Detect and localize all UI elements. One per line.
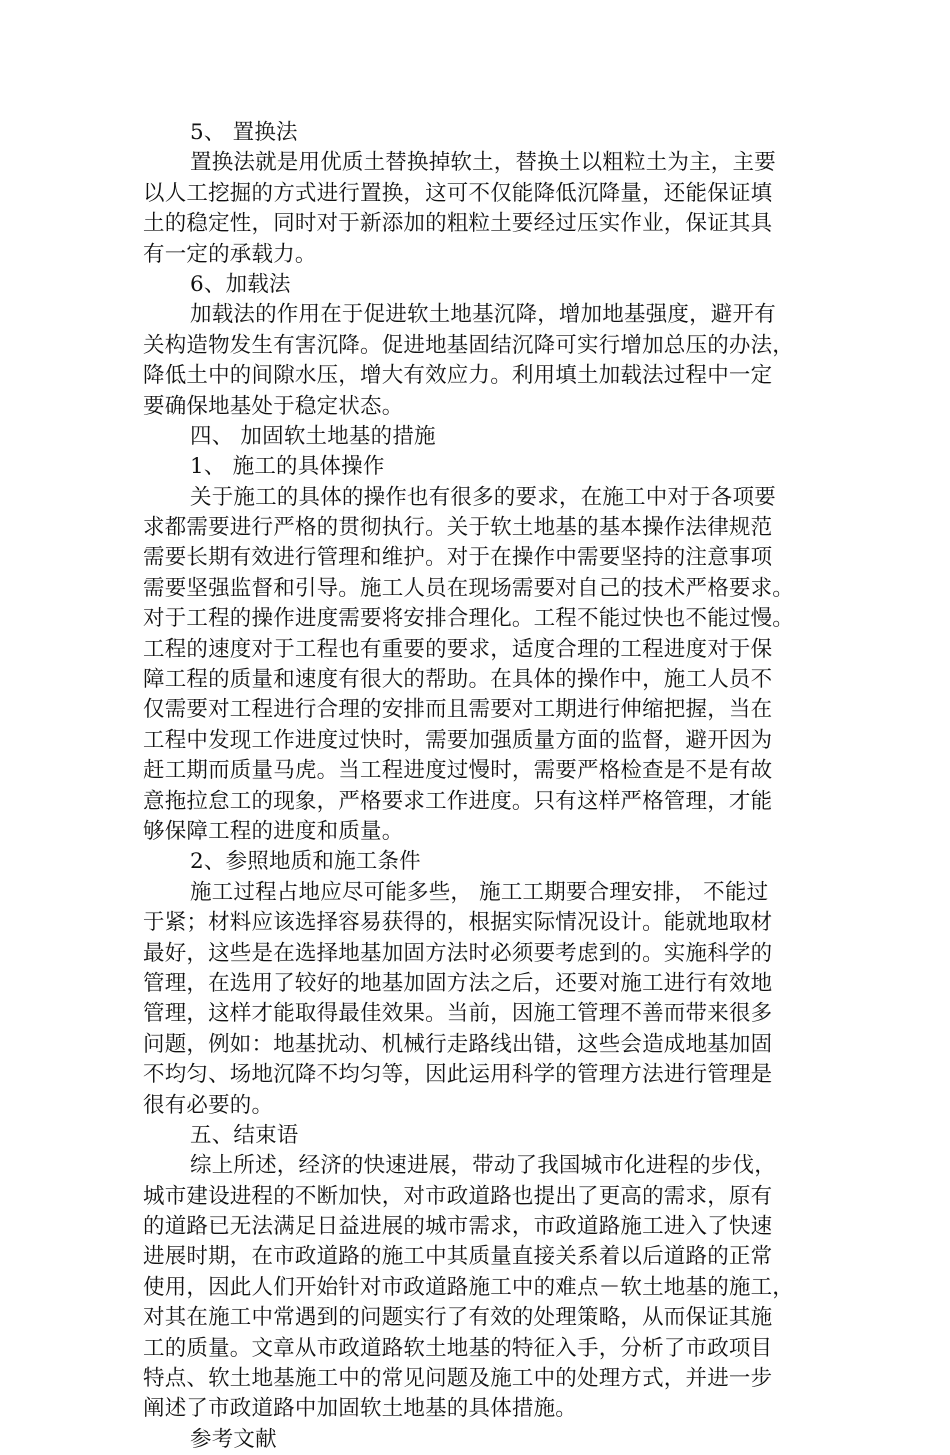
paragraph-start-line: 置换法就是用优质土替换掉软土，替换土以粗粒土为主，主要	[190, 150, 776, 176]
paragraph-start-line: 综上所述，经济的快速进展，带动了我国城市化进程的步伐，	[190, 1153, 776, 1179]
paragraph-line: 以人工挖掘的方式进行置换，这可不仅能降低沉降量，还能保证填	[143, 180, 773, 206]
paragraph-start-line: 关于施工的具体的操作也有很多的要求，在施工中对于各项要	[190, 484, 776, 510]
paragraph-start-line: 四、 加固软土地基的措施	[190, 423, 436, 449]
paragraph-line: 管理，在选用了较好的地基加固方法之后，还要对施工进行有效地	[143, 970, 773, 996]
paragraph-line: 问题，例如：地基扰动、机械行走路线出错，这些会造成地基加固	[143, 1031, 773, 1057]
paragraph-start-line: 2、参照地质和施工条件	[190, 849, 421, 875]
paragraph-line: 工的质量。文章从市政道路软土地基的特征入手，分析了市政项目	[143, 1335, 773, 1361]
paragraph-line: 仅需要对工程进行合理的安排而且需要对工期进行伸缩把握，当在	[143, 697, 773, 723]
paragraph-line: 工程中发现工作进度过快时，需要加强质量方面的监督，避开因为	[143, 727, 773, 753]
paragraph-line: 求都需要进行严格的贯彻执行。关于软土地基的基本操作法律规范	[143, 515, 773, 541]
paragraph-start-line: 加载法的作用在于促进软土地基沉降，增加地基强度，避开有	[190, 302, 776, 328]
paragraph-line: 需要坚强监督和引导。施工人员在现场需要对自己的技术严格要求。	[143, 575, 795, 601]
paragraph-line: 要确保地基处于稳定状态。	[143, 393, 404, 419]
paragraph-line: 工程的速度对于工程也有重要的要求，适度合理的工程进度对于保	[143, 636, 773, 662]
document-page	[143, 118, 813, 1455]
paragraph-line: 土的稳定性，同时对于新添加的粗粒土要经过压实作业，保证其具	[143, 211, 773, 237]
paragraph-line: 需要长期有效进行管理和维护。对于在操作中需要坚持的注意事项	[143, 545, 773, 571]
paragraph-line: 有一定的承载力。	[143, 241, 317, 267]
paragraph-line: 降低土中的间隙水压，增大有效应力。利用填土加载法过程中一定	[143, 363, 773, 389]
paragraph-line: 障工程的质量和速度有很大的帮助。在具体的操作中，施工人员不	[143, 667, 773, 693]
paragraph-start-line: 施工过程占地应尽可能多些， 施工工期要合理安排， 不能过	[190, 879, 769, 905]
paragraph-line: 城市建设进程的不断加快，对市政道路也提出了更高的需求，原有	[143, 1183, 773, 1209]
paragraph-line: 特点、软土地基施工中的常见问题及施工中的处理方式，并进一步	[143, 1366, 773, 1392]
paragraph-start-line: 6、加载法	[190, 271, 291, 297]
paragraph-line: 进展时期，在市政道路的施工中其质量直接关系着以后道路的正常	[143, 1244, 773, 1270]
paragraph-start-line: 参考文献	[190, 1426, 277, 1452]
paragraph-line: 使用，因此人们开始针对市政道路施工中的难点－软土地基的施工，	[143, 1274, 795, 1300]
paragraph-line: 不均匀、场地沉降不均匀等，因此运用科学的管理方法进行管理是	[143, 1062, 773, 1088]
paragraph-line: 于紧；材料应该选择容易获得的，根据实际情况设计。能就地取材	[143, 910, 773, 936]
paragraph-line: 关构造物发生有害沉降。促进地基固结沉降可实行增加总压的办法，	[143, 332, 795, 358]
paragraph-line: 赶工期而质量马虎。当工程进度过慢时，需要严格检查是不是有故	[143, 758, 773, 784]
paragraph-line: 够保障工程的进度和质量。	[143, 818, 404, 844]
paragraph-line: 的道路已无法满足日益进展的城市需求，市政道路施工进入了快速	[143, 1214, 773, 1240]
paragraph-line: 最好，这些是在选择地基加固方法时必须要考虑到的。实施科学的	[143, 940, 773, 966]
paragraph-start-line: 1、 施工的具体操作	[190, 454, 385, 480]
paragraph-line: 对其在施工中常遇到的问题实行了有效的处理策略，从而保证其施	[143, 1305, 773, 1331]
paragraph-line: 管理，这样才能取得最佳效果。当前，因施工管理不善而带来很多	[143, 1001, 773, 1027]
paragraph-line: 对于工程的操作进度需要将安排合理化。工程不能过快也不能过慢。	[143, 606, 795, 632]
paragraph-start-line: 五、结束语	[190, 1122, 299, 1148]
paragraph-line: 很有必要的。	[143, 1092, 274, 1118]
paragraph-start-line: 5、 置换法	[190, 120, 298, 145]
paragraph-line: 意拖拉怠工的现象，严格要求工作进度。只有这样严格管理，才能	[143, 788, 773, 814]
paragraph-line: 阐述了市政道路中加固软土地基的具体措施。	[143, 1396, 578, 1422]
